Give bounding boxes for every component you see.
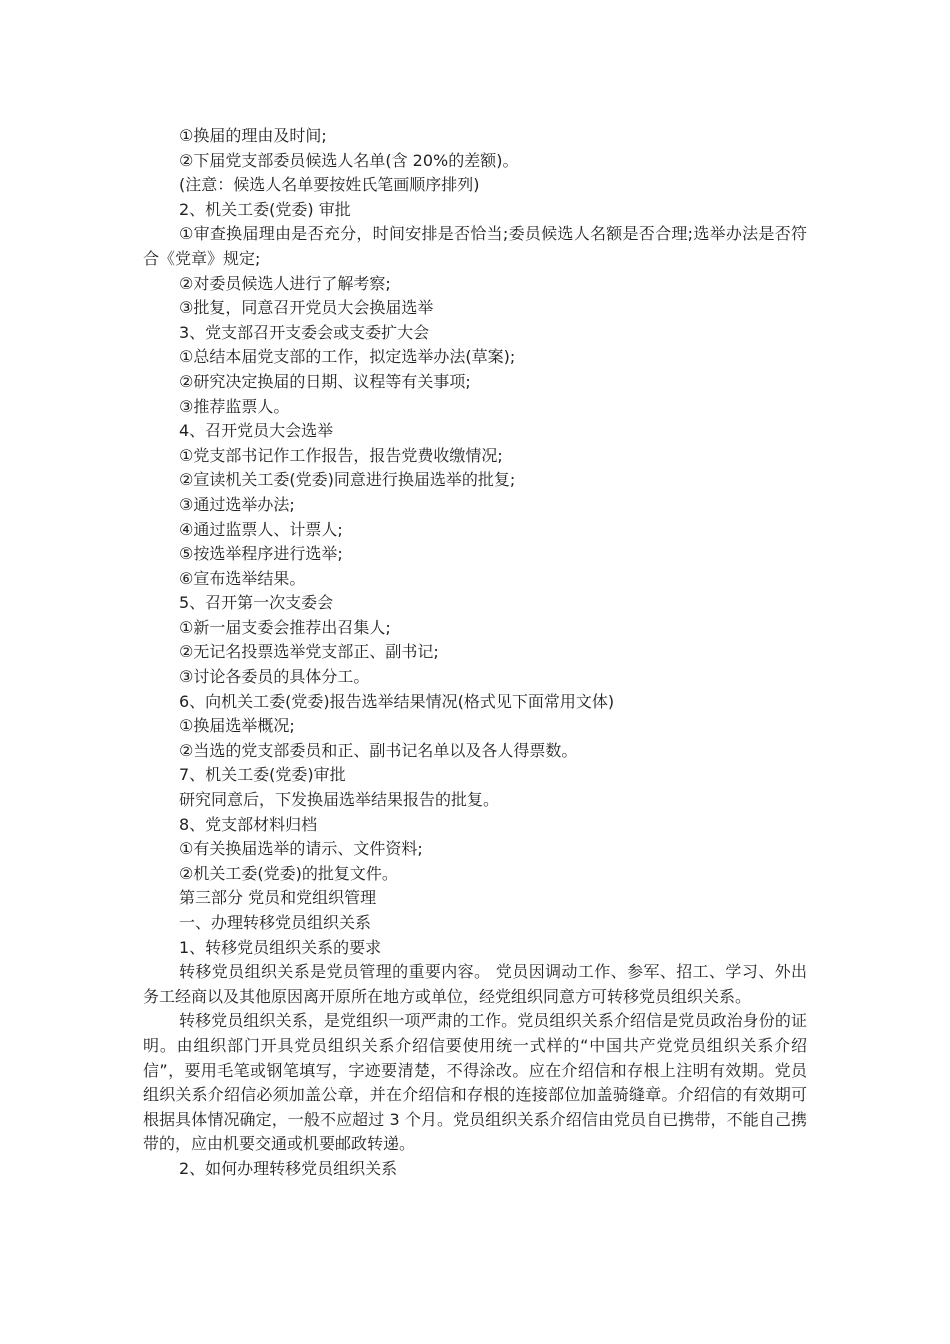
text-line: ①总结本届党支部的工作，拟定选举办法(草案); xyxy=(179,347,516,367)
text-line: ②对委员候选人进行了解考察; xyxy=(179,273,391,293)
text-line: 研究同意后，下发换届选举结果报告的批复。 xyxy=(179,790,500,810)
document-body xyxy=(143,124,807,1182)
text-line: ①有关换届选举的请示、文件资料; xyxy=(179,839,423,859)
text-line: 2、机关工委(党委) 审批 xyxy=(179,199,351,219)
text-line: ②宣读机关工委(党委)同意进行换届选举的批复; xyxy=(179,470,516,490)
text-line: ③推荐监票人。 xyxy=(179,396,290,416)
text-line: ①换届的理由及时间; xyxy=(179,126,327,145)
text-line: 6、向机关工委(党委)报告选举结果情况(格式见下面常用文体) xyxy=(179,691,615,711)
text-line: 3、党支部召开支委会或支委扩大会 xyxy=(179,322,430,342)
text-line: 1、转移党员组织关系的要求 xyxy=(179,937,382,957)
text-line: ①党支部书记作工作报告，报告党费收缴情况; xyxy=(179,445,503,465)
text-paragraph: 转移党员组织关系，是党组织一项严肃的工作。党员组织关系介绍信是党员政治身份的证明。由组织部门开具党员组织关系介绍信要使用统一式样的“中国共产党党员组织关系介绍信”，要用毛笔或钢笔填写，字迹要清楚，不得涂改。应在介绍信和存根上注明有效期。党员组织关系介绍信必须加盖公章，并在介绍信和存根的连接部位加盖骑缝章。介绍信的有效期可根据具体情况确定，一般不应超过 3 个月。党员组织关系介绍信由党员自已携带，不能自己携带的，应由机要交通或机要邮政转递。 xyxy=(143,1011,807,1154)
text-line: ③通过选举办法; xyxy=(179,494,295,514)
text-line: ②机关工委(党委)的批复文件。 xyxy=(179,863,398,883)
text-line: 5、召开第一次支委会 xyxy=(179,593,334,613)
text-line: ①换届选举概况; xyxy=(179,716,295,736)
text-line: 8、党支部材料归档 xyxy=(179,814,318,834)
text-line: ②当选的党支部委员和正、副书记名单以及各人得票数。 xyxy=(179,740,578,760)
text-line: 2、如何办理转移党员组织关系 xyxy=(179,1158,398,1178)
section-heading: 第三部分 党员和党组织管理 xyxy=(179,888,377,908)
text-line: ⑤按选举程序进行选举; xyxy=(179,544,343,564)
text-line: 4、召开党员大会选举 xyxy=(179,421,334,441)
text-line: 7、机关工委(党委)审批 xyxy=(179,765,346,785)
text-line: ②研究决定换届的日期、议程等有关事项; xyxy=(179,371,471,391)
text-line: ③批复，同意召开党员大会换届选举 xyxy=(179,298,434,318)
text-line: (注意：候选人名单要按姓氏笔画顺序排列) xyxy=(179,175,480,195)
text-line: ②无记名投票选举党支部正、副书记; xyxy=(179,642,439,662)
text-paragraph: 转移党员组织关系是党员管理的重要内容。 党员因调动工作、参军、招工、学习、外出务工经商以及其他原因离开原所在地方或单位，经党组织同意方可转移党员组织关系。 xyxy=(143,962,807,1006)
text-line: ②下届党支部委员候选人名单(含 20%的差额)。 xyxy=(179,150,519,170)
text-line: ⑥宣布选举结果。 xyxy=(179,568,306,588)
text-line: ③讨论各委员的具体分工。 xyxy=(179,667,370,687)
text-line: 一、办理转移党员组织关系 xyxy=(179,913,372,932)
text-line: ①新一届支委会推荐出召集人; xyxy=(179,617,391,637)
text-line: ④通过监票人、计票人; xyxy=(179,519,343,539)
text-paragraph: ①审查换届理由是否充分，时间安排是否恰当;委员候选人名额是否合理;选举办法是否符合《党章》规定; xyxy=(143,224,807,268)
